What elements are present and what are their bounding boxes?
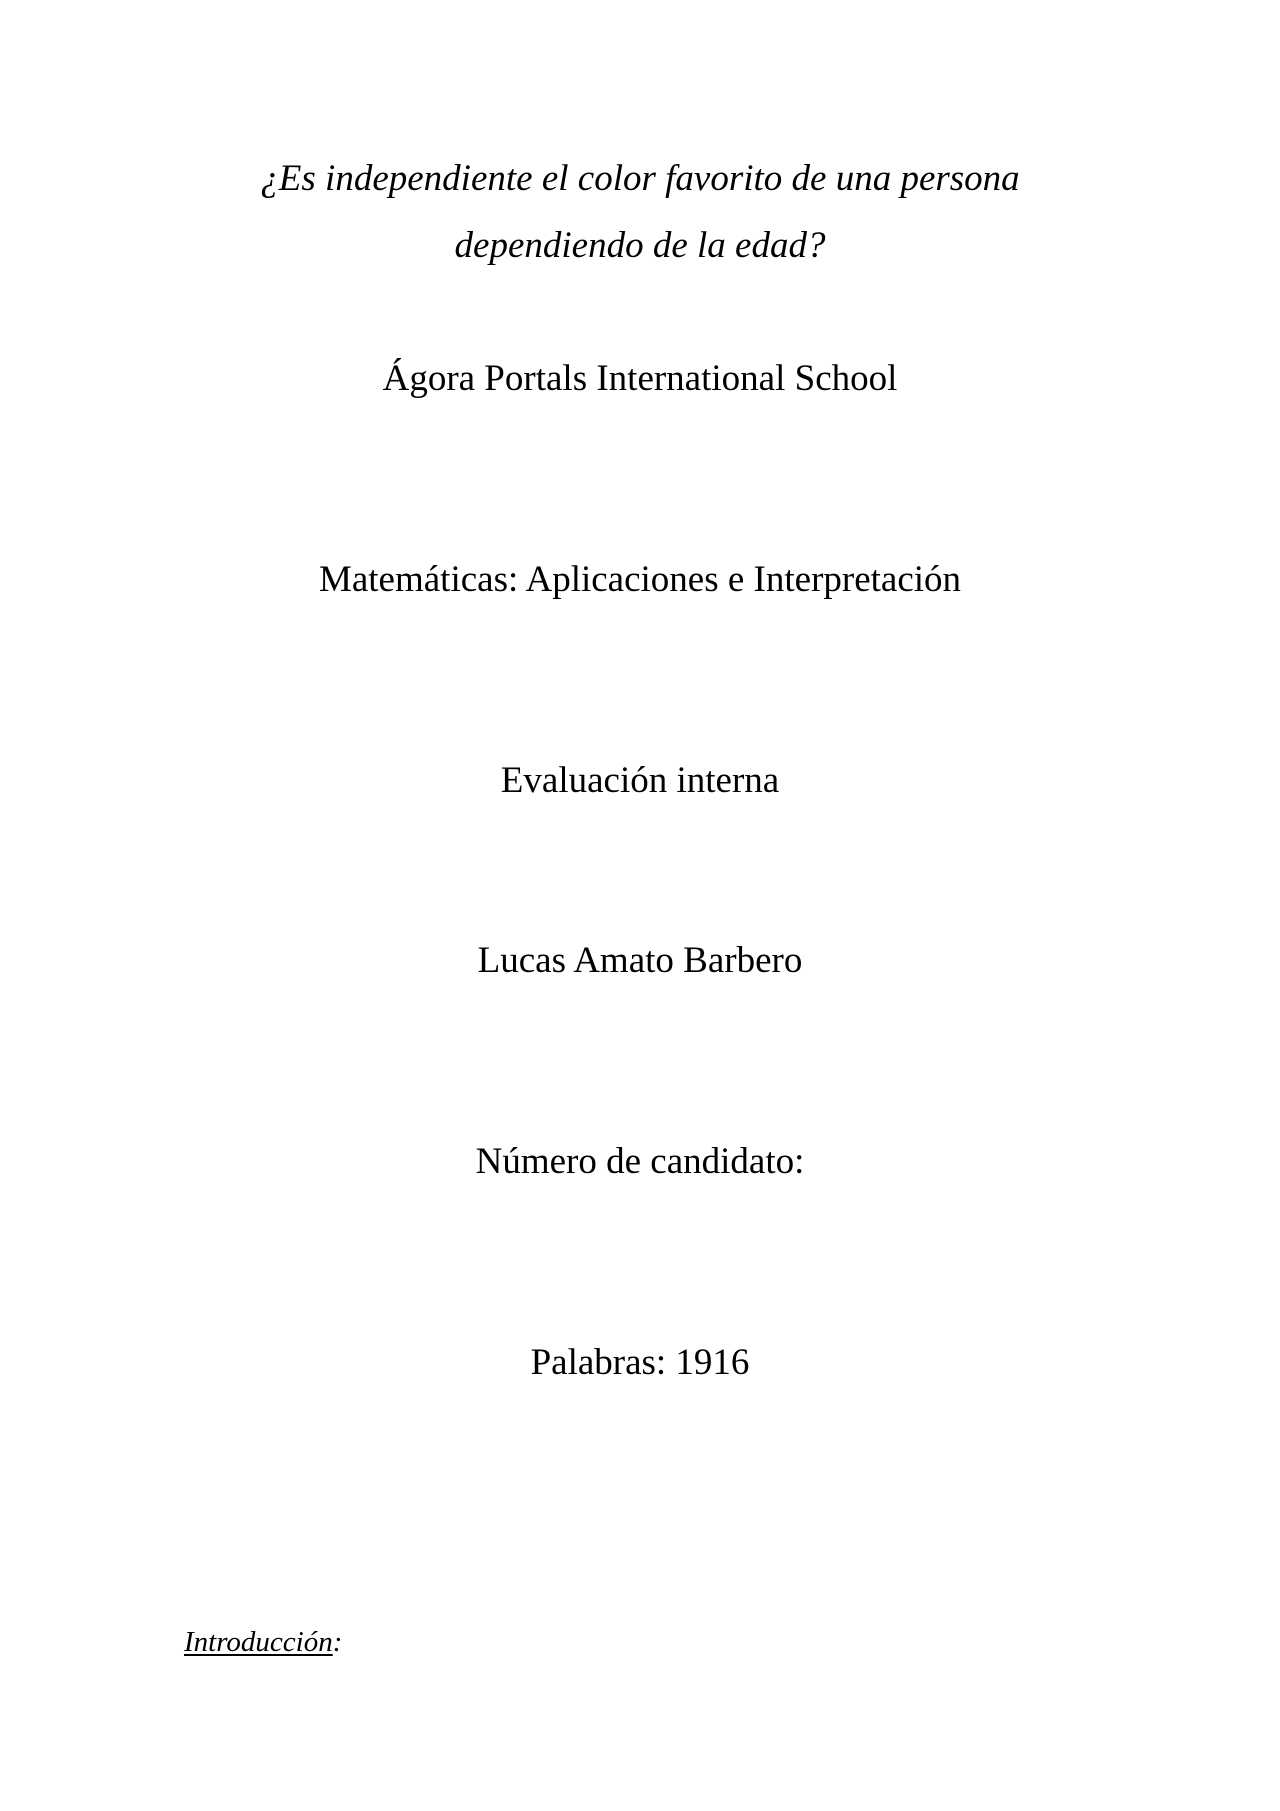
title-line-2: dependiendo de la edad? (454, 225, 826, 266)
section-heading-label: Introducción (184, 1626, 333, 1658)
school-name: Ágora Portals International School (382, 358, 898, 399)
assessment-type: Evaluación interna (500, 760, 780, 801)
title-line-1: ¿Es independiente el color favorito de una persona (260, 158, 1020, 199)
author-name: Lucas Amato Barbero (477, 940, 803, 981)
subject-name: Matemáticas: Aplicaciones e Interpretación (318, 559, 962, 600)
candidate-number-label: Número de candidato: (475, 1141, 805, 1182)
word-count: Palabras: 1916 (530, 1342, 750, 1383)
section-heading-introduccion (184, 1628, 342, 1657)
section-heading-colon: : (332, 1626, 343, 1658)
